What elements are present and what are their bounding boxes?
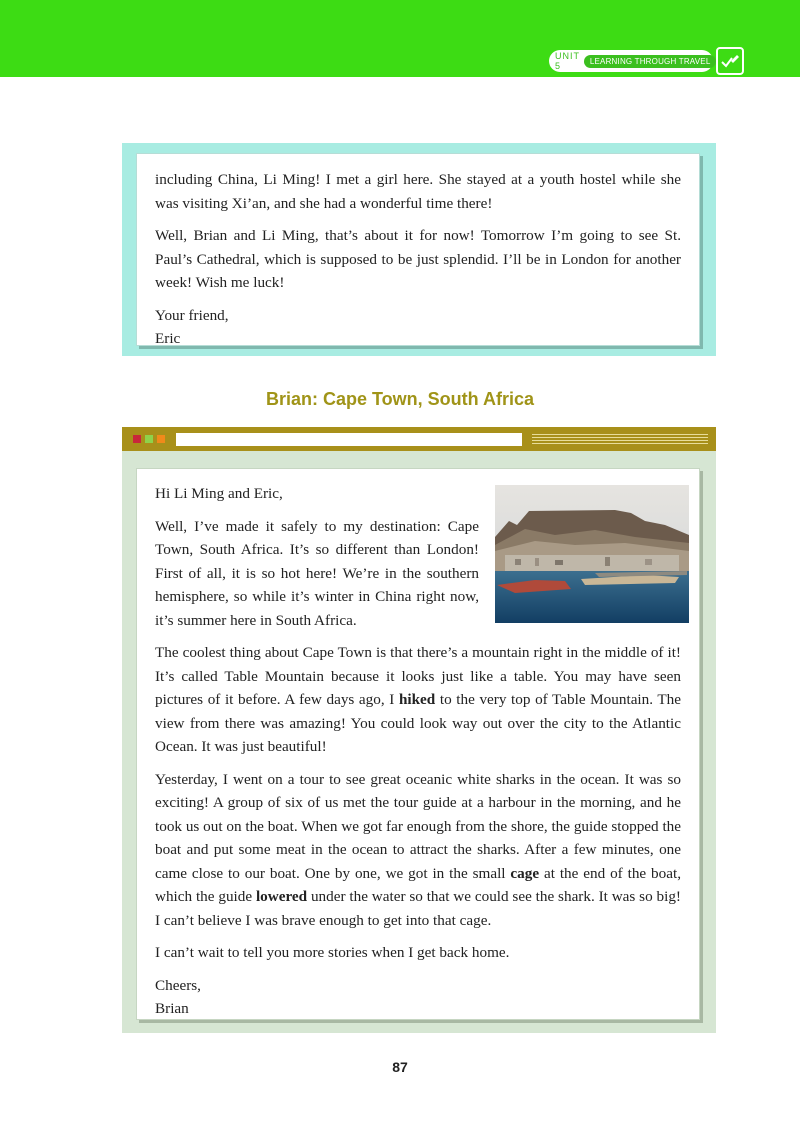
text-run: Yesterday, I went on a tour to see great oceanic white sharks in the ocean. It was so exciting! A group of six of us met the tour guide at a harbour in the morning, and he took us out on the boat. When we got far enough from the shore, the guide stopped the boat and put some meat in the ocean to attract the sharks. After a few minutes, one came close to our boat. One by one, we got in the small bbox=[155, 770, 681, 882]
text-run: to the very top of Table Mountain. The view from there was amazing! You could look way out over the city to the Atlantic Ocean. It was just beautiful! bbox=[155, 691, 681, 755]
letter-paragraph: including China, Li Ming! I met a girl here. She stayed at a youth hostel while she was visiting Xi’an, and she had a wonderful time there! bbox=[155, 171, 681, 212]
text-run: The coolest thing about Cape Town is that there’s a mountain right in the middle of it! It’s called Table Mountain because it looks just like a table. You may have seen pictures of it before. A few days ago, I bbox=[155, 644, 681, 708]
letter-paragraph: I can’t wait to tell you more stories when I get back home. bbox=[155, 944, 510, 961]
window-title-bar bbox=[122, 427, 716, 451]
letter-signature: Eric bbox=[155, 330, 181, 347]
green-square-icon bbox=[145, 435, 153, 443]
letter-signature: Brian bbox=[155, 1000, 189, 1017]
letter-paragraph: Well, Brian and Li Ming, that’s about it for now! Tomorrow I’m going to see St. Paul’s Cathedral, which is supposed to be just splendid. I’ll be in London for another week! Wish me luck! bbox=[155, 227, 681, 291]
letter-brian-frame bbox=[122, 451, 716, 1033]
unit-tag bbox=[549, 50, 713, 72]
orange-square-icon bbox=[157, 435, 165, 443]
table-mountain-photo bbox=[495, 485, 689, 623]
pen-check-icon bbox=[716, 47, 744, 75]
letter-paragraph bbox=[155, 641, 681, 759]
letter-paragraph bbox=[155, 768, 681, 933]
letter-greeting: Hi Li Ming and Eric, bbox=[155, 485, 283, 502]
letter-closing: Cheers, bbox=[155, 976, 201, 994]
vocabulary-word: hiked bbox=[398, 691, 436, 708]
vocabulary-word: lowered bbox=[255, 888, 308, 905]
letter-paragraph: Well, I’ve made it safely to my destination: Cape Town, South Africa. It’s so different than London! First of all, it is so hot here! We’re in the southern hemisphere, so while it’s winter in China right now, it’s summer here in South Africa. bbox=[155, 517, 479, 629]
page-number: 87 bbox=[392, 1059, 408, 1075]
text-run: under the water so that we could see the shark. It was so big! I can’t believe I was brave enough to get into that cage. bbox=[155, 888, 681, 929]
letter-brian-card bbox=[136, 468, 700, 1020]
address-bar bbox=[176, 433, 522, 446]
unit-label: UNIT 5 bbox=[555, 51, 580, 71]
decorative-stripes bbox=[532, 434, 708, 445]
text-run: at the end of the boat, which the guide bbox=[155, 864, 682, 905]
letter-closing: Your friend, bbox=[155, 306, 229, 324]
unit-title: LEARNING THROUGH TRAVEL bbox=[584, 55, 717, 68]
letter-eric-frame bbox=[122, 143, 716, 356]
letter-eric-card bbox=[136, 153, 700, 346]
vocabulary-word: cage bbox=[510, 864, 540, 882]
section-heading: Brian: Cape Town, South Africa bbox=[265, 389, 534, 409]
red-square-icon bbox=[133, 435, 141, 443]
